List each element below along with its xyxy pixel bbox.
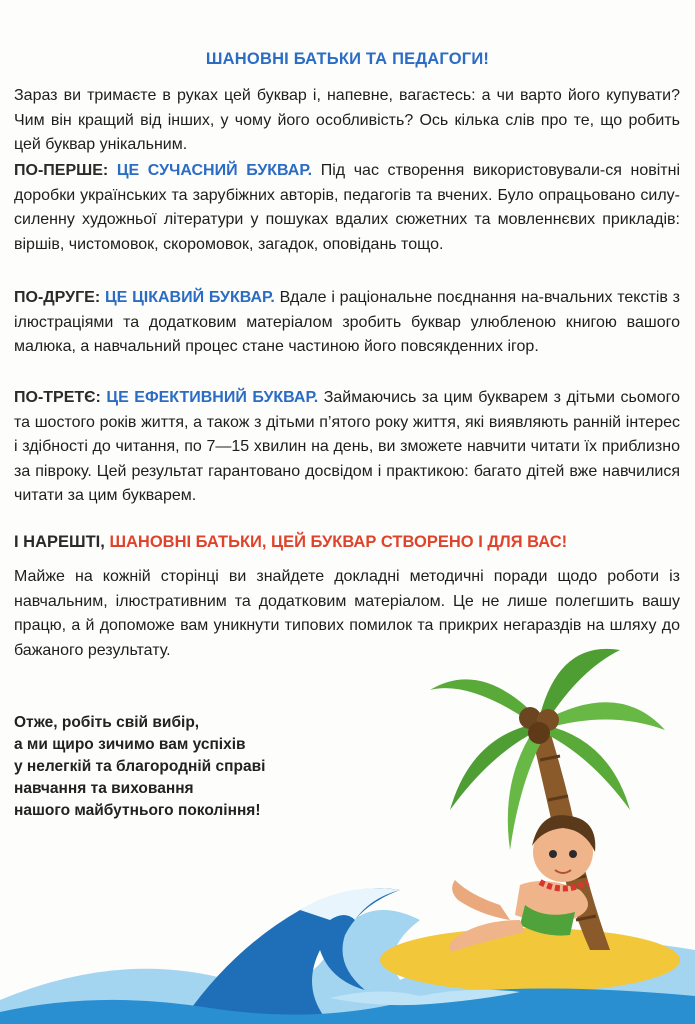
closing-line: нашого майбутнього покоління! [14, 802, 261, 819]
island-illustration [0, 620, 695, 1024]
palm-leaf [545, 702, 665, 730]
closing-line: а ми щиро зичимо вам успіхів [14, 736, 246, 753]
third-text: Займаючись за цим букварем з дітьми сьомого та шостого років життя, а також з дітьми п’ятого року життя, які виявляють ранній інтерес і здібності до читання, по 7—15 хвилин на день, ви зможете навчити читати їх приблизно за півроку. Цей результат гарантовано досвідом і практикою: багато дітей вже навчилися читати за цим букварем. [14, 389, 681, 504]
closing-line: навчання та виховання [14, 780, 194, 797]
second-paragraph [14, 286, 680, 360]
second-lead: ПО-ДРУГЕ: [14, 289, 101, 306]
closing-line: у нелегкій та благородній справі [14, 758, 266, 775]
page-title: ШАНОВНІ БАТЬКИ ТА ПЕДАГОГИ! [205, 50, 490, 68]
second-heading: ЦЕ ЦІКАВИЙ БУКВАР. [104, 289, 275, 306]
closing-message [14, 712, 394, 822]
first-paragraph [14, 159, 680, 257]
third-paragraph [14, 386, 680, 509]
child-leg [452, 880, 510, 920]
closing-line: Отже, робіть свій вибір, [14, 714, 200, 731]
third-lead: ПО-ТРЕТЄ: [14, 389, 101, 406]
sand-island [380, 928, 680, 992]
third-heading: ЦЕ ЕФЕКТИВНИЙ БУКВАР. [106, 389, 319, 406]
coconut [528, 722, 550, 744]
intro-paragraph: Зараз ви тримаєте в руках цей буквар і, напевне, вагаєтесь: а чи варто його купувати? Чим він кращий від інших, у чому його особливість? Ось кілька слів про те, що робить цей буквар унікальним. [14, 87, 680, 153]
final-heading-line [14, 530, 680, 555]
first-heading: ЦЕ СУЧАСНИЙ БУКВАР. [116, 162, 313, 179]
first-lead: ПО-ПЕРШЕ: [14, 162, 109, 179]
first-text: Під час створення використовували-ся новітні доробки українських та зарубіжних авторів, педагогів та вчених. Було опрацьовано силу-силенну художньої літератури у пошуках вдалих сюжетних та мовленнєвих прикладів: віршів, чистомовок, скоромовок, загадок, оповідань тощо. [14, 162, 681, 253]
final-lead: І НАРЕШТІ, [14, 533, 105, 551]
final-paragraph: Майже на кожній сторінці ви знайдете докладні методичні поради щодо роботи із навчальним, ілюстративним та додатковим матеріалом. Це не лише полегшить вашу працю, а й допоможе вам уникнути типових помилок та прикрих негараздів на шляху до бажаного результату. [14, 568, 680, 659]
second-text: Вдале і раціональне поєднання на-вчальних текстів з ілюстраціями та додатковим матеріалом зробить буквар улюбленою книгою вашого малюка, а навчальний процес стане частиною його повсякденних ігор. [14, 289, 680, 355]
final-heading: ШАНОВНІ БАТЬКИ, ЦЕЙ БУКВАР СТВОРЕНО І ДЛЯ ВАС! [109, 533, 568, 551]
